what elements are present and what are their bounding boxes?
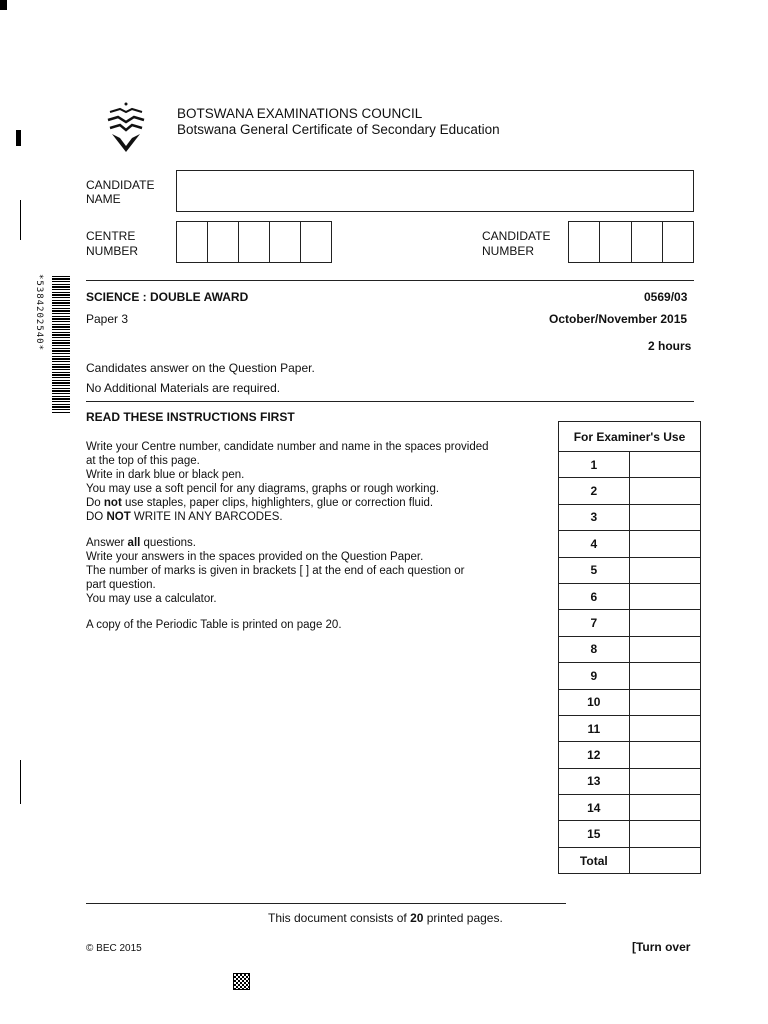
examiner-row	[559, 610, 701, 636]
scan-edge-mark	[16, 130, 21, 146]
question-number: 15	[559, 821, 630, 847]
instruction-line: Write in dark blue or black pen.	[86, 469, 245, 481]
instruction-line	[86, 496, 489, 510]
instruction-text: use staples, paper clips, highlighters, glue or correction fluid.	[121, 497, 434, 509]
instruction-text: Do	[86, 497, 104, 509]
question-number: 9	[559, 663, 630, 689]
bec-logo-icon	[104, 100, 148, 156]
instruction-emphasis: NOT	[106, 511, 131, 523]
candidate-name-field[interactable]	[176, 170, 694, 212]
subject-title: SCIENCE : DOUBLE AWARD	[86, 290, 249, 304]
mark-cell[interactable]	[629, 504, 700, 530]
mark-cell[interactable]	[629, 478, 700, 504]
instruction-line	[86, 510, 489, 524]
digit-cell[interactable]	[301, 222, 331, 262]
mark-cell[interactable]	[629, 452, 700, 478]
centre-number-label-2: NUMBER	[86, 244, 139, 258]
mark-cell[interactable]	[629, 715, 700, 741]
divider	[86, 903, 566, 904]
page-count-text: This document consists of	[268, 911, 411, 925]
instruction-line: The number of marks is given in brackets [ ] at the end of each question or	[86, 565, 465, 577]
instructions-body	[86, 440, 489, 632]
question-number: 4	[559, 531, 630, 557]
scan-edge-mark	[20, 760, 21, 804]
examiner-row	[559, 663, 701, 689]
divider	[86, 280, 694, 281]
digit-cell[interactable]	[569, 222, 600, 262]
paper-number: Paper 3	[86, 312, 129, 326]
question-number: 6	[559, 583, 630, 609]
page-count-number: 20	[410, 911, 424, 925]
digit-cell[interactable]	[632, 222, 663, 262]
instruction-line: part question.	[86, 579, 156, 591]
instruction-emphasis: not	[103, 497, 122, 509]
examiner-row	[559, 452, 701, 478]
candidate-name-label-1: CANDIDATE	[86, 178, 155, 192]
examiner-table-title: For Examiner's Use	[559, 422, 701, 452]
mark-cell[interactable]	[629, 689, 700, 715]
mark-cell[interactable]	[629, 531, 700, 557]
mark-cell[interactable]	[629, 636, 700, 662]
instruction-line	[86, 536, 489, 550]
question-number: 8	[559, 636, 630, 662]
question-number: 5	[559, 557, 630, 583]
candidate-number-label-2: NUMBER	[482, 244, 535, 258]
instruction-line: at the top of this page.	[86, 455, 200, 467]
digit-cell[interactable]	[270, 222, 301, 262]
instruction-text: Answer	[86, 537, 128, 549]
examiner-row	[559, 715, 701, 741]
instruction-line: A copy of the Periodic Table is printed on page 20.	[86, 619, 342, 631]
instruction-line: You may use a calculator.	[86, 593, 217, 605]
org-name: BOTSWANA EXAMINATIONS COUNCIL	[177, 106, 423, 121]
examiner-row	[559, 742, 701, 768]
instruction-line: You may use a soft pencil for any diagrams, graphs or rough working.	[86, 483, 440, 495]
divider	[86, 401, 694, 402]
examiner-row	[559, 531, 701, 557]
barcode-text: *5384202540*	[34, 274, 44, 352]
instruction-text: DO	[86, 511, 107, 523]
page-count-note	[268, 911, 503, 925]
examiner-row	[559, 795, 701, 821]
examiner-row	[559, 636, 701, 662]
examiner-row	[559, 583, 701, 609]
question-number: Total	[559, 847, 630, 873]
examiner-row	[559, 768, 701, 794]
digit-cell[interactable]	[239, 222, 270, 262]
digit-cell[interactable]	[600, 222, 631, 262]
examiner-row	[559, 557, 701, 583]
centre-number-field[interactable]	[176, 221, 332, 263]
cert-name: Botswana General Certificate of Secondary Education	[177, 122, 500, 137]
examiner-row	[559, 821, 701, 847]
materials-note: No Additional Materials are required.	[86, 381, 281, 395]
answer-note: Candidates answer on the Question Paper.	[86, 361, 315, 375]
mark-cell[interactable]	[629, 583, 700, 609]
instruction-text: WRITE IN ANY BARCODES.	[130, 511, 283, 523]
examiner-row	[559, 478, 701, 504]
examiner-row	[559, 689, 701, 715]
digit-cell[interactable]	[663, 222, 693, 262]
turn-over: [Turn over	[632, 940, 691, 954]
mark-cell[interactable]	[629, 795, 700, 821]
scan-edge-mark	[0, 0, 7, 10]
digit-cell[interactable]	[177, 222, 208, 262]
page-count-text: printed pages.	[423, 911, 503, 925]
instruction-line: Write your answers in the spaces provided on the Question Paper.	[86, 551, 424, 563]
question-number: 11	[559, 715, 630, 741]
mark-cell[interactable]	[629, 742, 700, 768]
paper-code: 0569/03	[644, 290, 688, 304]
instruction-line: Write your Centre number, candidate number and name in the spaces provided	[86, 441, 489, 453]
examiner-row	[559, 847, 701, 873]
copyright: © BEC 2015	[86, 943, 142, 954]
mark-cell[interactable]	[629, 768, 700, 794]
mark-cell[interactable]	[629, 663, 700, 689]
question-number: 7	[559, 610, 630, 636]
centre-number-label-1: CENTRE	[86, 229, 136, 243]
mark-cell[interactable]	[629, 821, 700, 847]
examiner-row	[559, 504, 701, 530]
instructions-heading: READ THESE INSTRUCTIONS FIRST	[86, 410, 295, 424]
examiner-use-table	[558, 421, 701, 874]
candidate-number-field[interactable]	[568, 221, 694, 263]
question-number: 2	[559, 478, 630, 504]
question-number: 3	[559, 504, 630, 530]
barcode	[52, 276, 70, 414]
mark-cell[interactable]	[629, 610, 700, 636]
question-number: 12	[559, 742, 630, 768]
candidate-name-label-2: NAME	[86, 192, 121, 206]
duration: 2 hours	[648, 339, 692, 353]
instruction-emphasis: all	[127, 537, 141, 549]
candidate-number-label-1: CANDIDATE	[482, 229, 551, 243]
qr-code-icon	[233, 973, 250, 990]
mark-cell[interactable]	[629, 557, 700, 583]
exam-session: October/November 2015	[549, 312, 688, 326]
mark-cell[interactable]	[629, 847, 700, 873]
instruction-text: questions.	[140, 537, 196, 549]
question-number: 10	[559, 689, 630, 715]
question-number: 14	[559, 795, 630, 821]
digit-cell[interactable]	[208, 222, 239, 262]
scan-edge-mark	[20, 200, 21, 240]
question-number: 1	[559, 452, 630, 478]
question-number: 13	[559, 768, 630, 794]
